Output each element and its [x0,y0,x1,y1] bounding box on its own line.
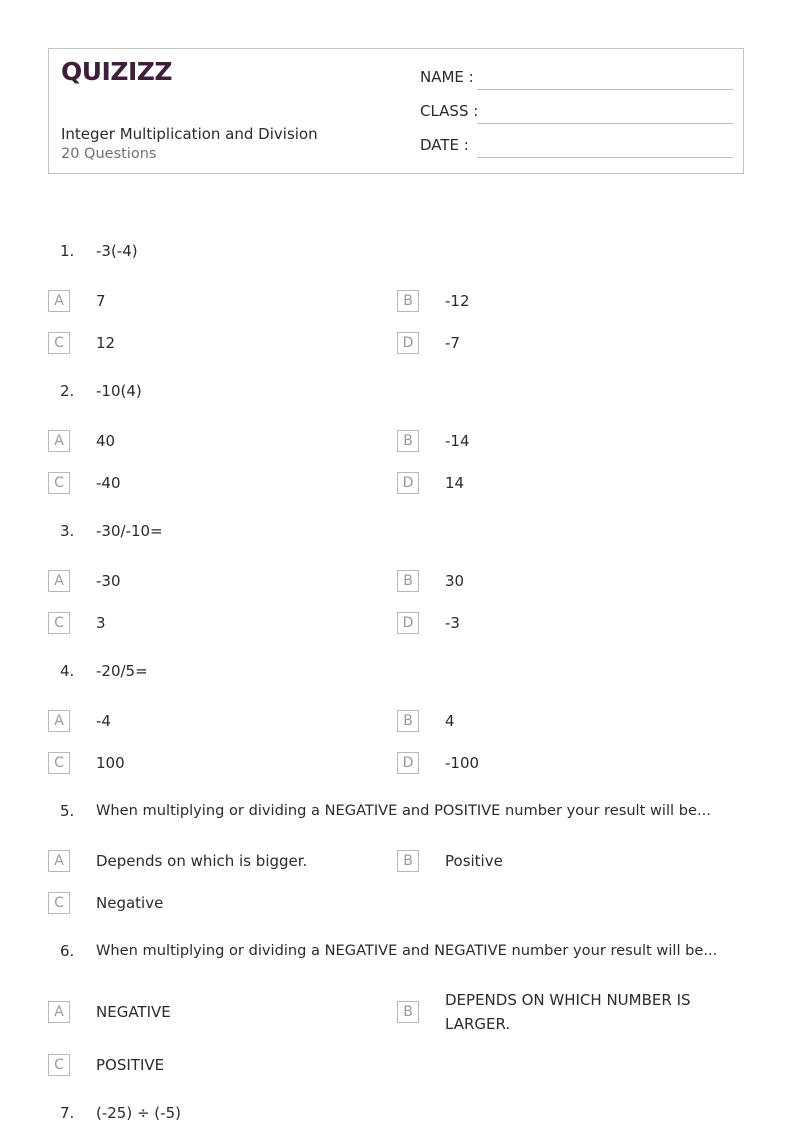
option-d-box[interactable]: D [397,472,419,494]
option-b-box[interactable]: B [397,570,419,592]
option-c-text: POSITIVE [96,1056,165,1074]
question-text: -10(4) [96,382,142,400]
question-number: 3. [60,522,75,540]
option-d-box[interactable]: D [397,752,419,774]
name-label: NAME : [420,68,474,86]
option-a-box[interactable]: A [48,290,70,312]
option-b-text: -14 [445,432,470,450]
option-d-text: 14 [445,474,465,492]
option-c-box[interactable]: C [48,332,70,354]
option-a-text: 7 [96,292,106,310]
option-a-text: Depends on which is bigger. [96,852,308,870]
option-a-text: NEGATIVE [96,1003,171,1021]
option-c-box[interactable]: C [48,752,70,774]
option-c-box[interactable]: C [48,472,70,494]
question-text: When multiplying or dividing a NEGATIVE and NEGATIVE number your result will be... [96,942,718,959]
question-number: 7. [60,1104,75,1122]
option-d-box[interactable]: D [397,612,419,634]
name-field[interactable] [477,89,733,90]
option-a-box[interactable]: A [48,850,70,872]
question-number: 1. [60,242,75,260]
option-c-text: 12 [96,334,116,352]
option-a-text: -4 [96,712,111,730]
option-c-text: Negative [96,894,164,912]
worksheet-title: Integer Multiplication and Division [61,125,318,143]
option-d-box[interactable]: D [397,332,419,354]
question-number: 5. [60,802,75,820]
option-b-text: 4 [445,712,455,730]
worksheet-header [48,48,744,174]
option-d-text: -100 [445,754,480,772]
option-c-text: -40 [96,474,121,492]
question-number: 2. [60,382,75,400]
question-number: 6. [60,942,75,960]
option-a-text: -30 [96,572,121,590]
option-d-text: -3 [445,614,460,632]
class-field[interactable] [477,123,733,124]
option-b-box[interactable]: B [397,850,419,872]
question-text: When multiplying or dividing a NEGATIVE and POSITIVE number your result will be... [96,802,711,819]
option-c-text: 100 [96,754,125,772]
option-a-box[interactable]: A [48,710,70,732]
question-text: -30/-10= [96,522,163,540]
option-b-box[interactable]: B [397,430,419,452]
quizizz-logo: QUIZIZZ [61,57,173,86]
option-a-text: 40 [96,432,116,450]
question-text: (-25) ÷ (-5) [96,1104,181,1122]
option-a-box[interactable]: A [48,570,70,592]
option-d-text: -7 [445,334,460,352]
question-number: 4. [60,662,75,680]
date-label: DATE : [420,136,469,154]
option-b-box[interactable]: B [397,710,419,732]
date-field[interactable] [477,157,733,158]
question-count: 20 Questions [61,146,157,162]
option-c-box[interactable]: C [48,1054,70,1076]
class-label: CLASS : [420,102,479,120]
option-b-text: 30 [445,572,465,590]
option-b-text: -12 [445,292,470,310]
option-c-box[interactable]: C [48,612,70,634]
option-b-box[interactable]: B [397,1001,419,1023]
option-b-text: Positive [445,852,503,870]
option-a-box[interactable]: A [48,430,70,452]
question-text: -3(-4) [96,242,138,260]
question-text: -20/5= [96,662,148,680]
option-b-box[interactable]: B [397,290,419,312]
option-b-text: DEPENDS ON WHICH NUMBER IS LARGER. [445,991,691,1033]
option-c-box[interactable]: C [48,892,70,914]
option-a-box[interactable]: A [48,1001,70,1023]
option-c-text: 3 [96,614,106,632]
